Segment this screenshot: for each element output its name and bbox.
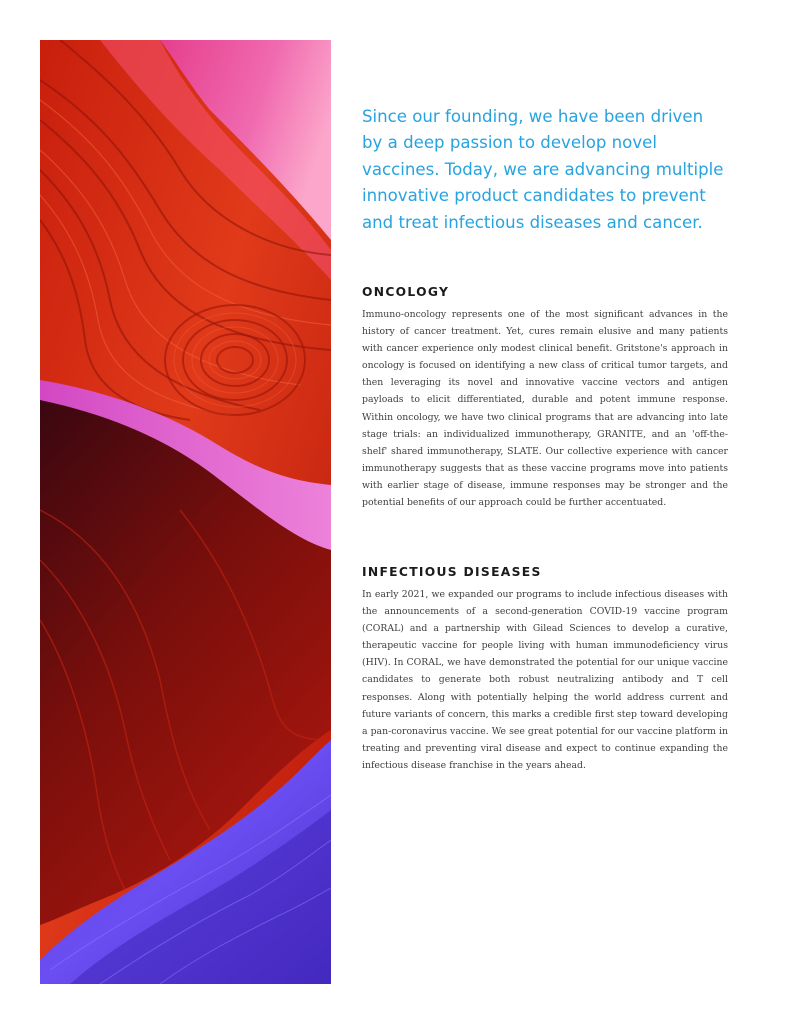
oncology-body: Immuno-oncology represents one of the most significant advances in the history of cancer treatment. Yet, cures remain elusive and many patients with cancer experience only modest clinical benefit. Gritstone's approach in oncology is focused on identifying a new class of critical tumor targets, and then leveraging its novel and innovative vaccine vectors and antigen payloads to elicit differentiated, durable and potent immune response. Within oncology, we have two clinical programs that are advancing into late stage trials: an individualized immunotherapy, GRANITE, and an 'off-the-shelf' shared immunotherapy, SLATE. Our collective experience with cancer immunotherapy suggests that as these vaccine programs move into patients with earlier stage of disease, immune responses may be stronger and the potential benefits of our approach could be further accentuated. [362,309,728,509]
text-column [362,104,728,771]
infectious-diseases-heading: INFECTIOUS DISEASES [362,565,542,579]
oncology-heading: ONCOLOGY [362,285,450,299]
infectious-diseases-body: In early 2021, we expanded our programs to include infectious diseases with the announcements of a second-generation COVID-19 vaccine program (CORAL) and a partnership with Gilead Sciences to develop a curative, therapeutic vaccine for people living with human immunodeficiency virus (HIV). In CORAL, we have demonstrated the potential for our unique vaccine candidates to generate both robust neutralizing antibody and T cell responses. Along with potentially helping the world address current and future variants of concern, this marks a credible first step toward developing a pan-coronavirus vaccine. We see great potential for our vaccine platform in treating and preventing viral disease and expect to continue expanding the infectious disease franchise in the years ahead. [362,589,728,771]
canyon-photo-art [40,40,331,984]
intro-statement: Since our founding, we have been driven by a deep passion to develop novel vaccines. Today, we are advancing multiple innovative product candidates to prevent and treat infectious diseases and cancer. [362,107,724,232]
canyon-photo [40,40,331,984]
